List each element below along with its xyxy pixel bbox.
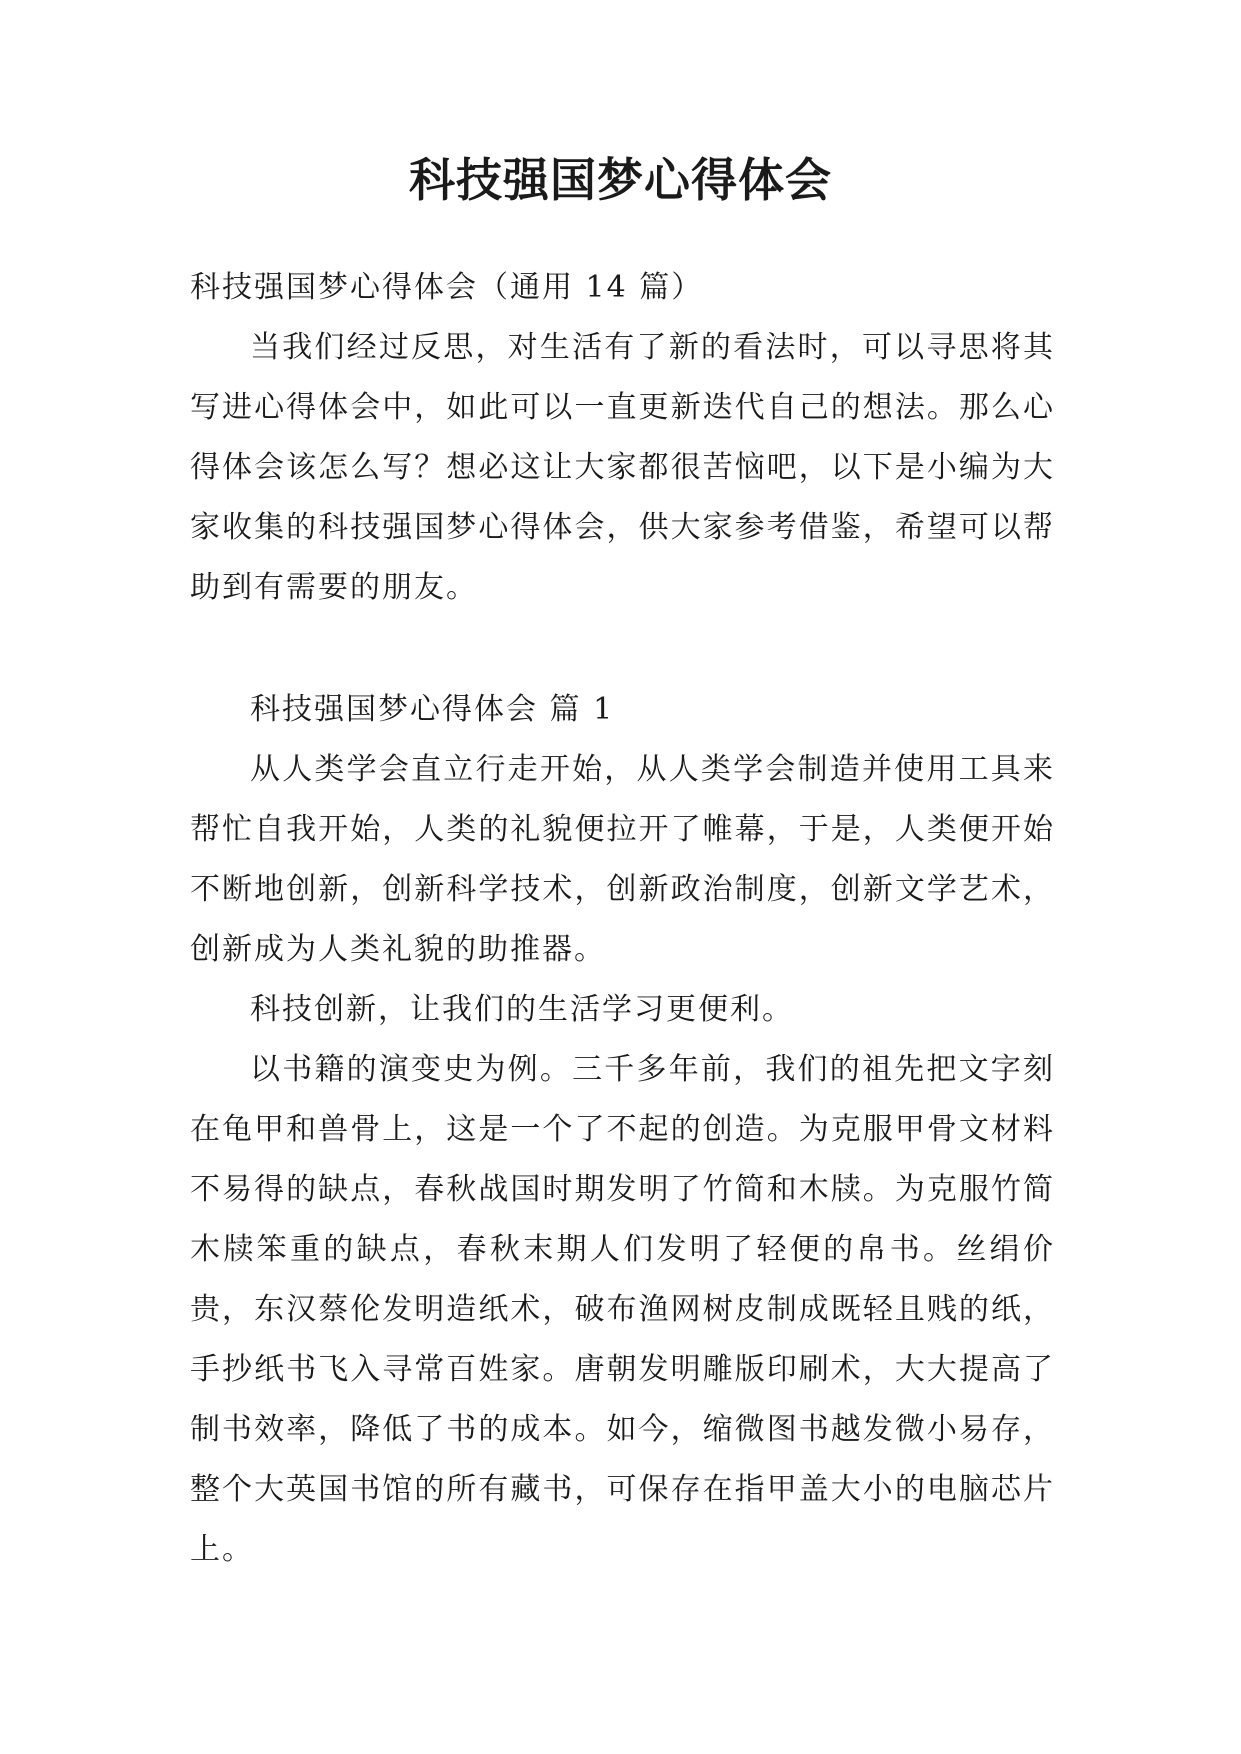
document-title: 科技强国梦心得体会	[409, 153, 832, 207]
document-body	[190, 258, 1055, 1580]
section-heading: 科技强国梦心得体会 篇 1	[250, 692, 615, 727]
body-paragraph-1: 从人类学会直立行走开始，从人类学会制造并使用工具来帮忙自我开始，人类的礼貌便拉开了帷幕，于是，人类便开始不断地创新，创新科学技术，创新政治制度，创新文学艺术，创新成为人类礼貌的助推器。	[190, 752, 1055, 967]
section-spacer	[190, 618, 1055, 680]
intro-paragraph: 当我们经过反思，对生活有了新的看法时，可以寻思将其写进心得体会中，如此可以一直更新迭代自己的想法。那么心得体会该怎么写？想必这让大家都很苦恼吧，以下是小编为大家收集的科技强国梦心得体会，供大家参考借鉴，希望可以帮助到有需要的朋友。	[190, 330, 1055, 605]
body-paragraph-3: 以书籍的演变史为例。三千多年前，我们的祖先把文字刻在龟甲和兽骨上，这是一个了不起的创造。为克服甲骨文材料不易得的缺点，春秋战国时期发明了竹简和木牍。为克服竹简木牍笨重的缺点，春秋末期人们发明了轻便的帛书。丝绢价贵，东汉蔡伦发明造纸术，破布渔网树皮制成既轻且贱的纸，手抄纸书飞入寻常百姓家。唐朝发明雕版印刷术，大大提高了制书效率，降低了书的成本。如今，缩微图书越发微小易存，整个大英国书馆的所有藏书，可保存在指甲盖大小的电脑芯片上。	[190, 1052, 1055, 1567]
body-paragraph-2: 科技创新，让我们的生活学习更便利。	[250, 992, 794, 1027]
document-subtitle: 科技强国梦心得体会（通用 14 篇）	[190, 270, 704, 305]
